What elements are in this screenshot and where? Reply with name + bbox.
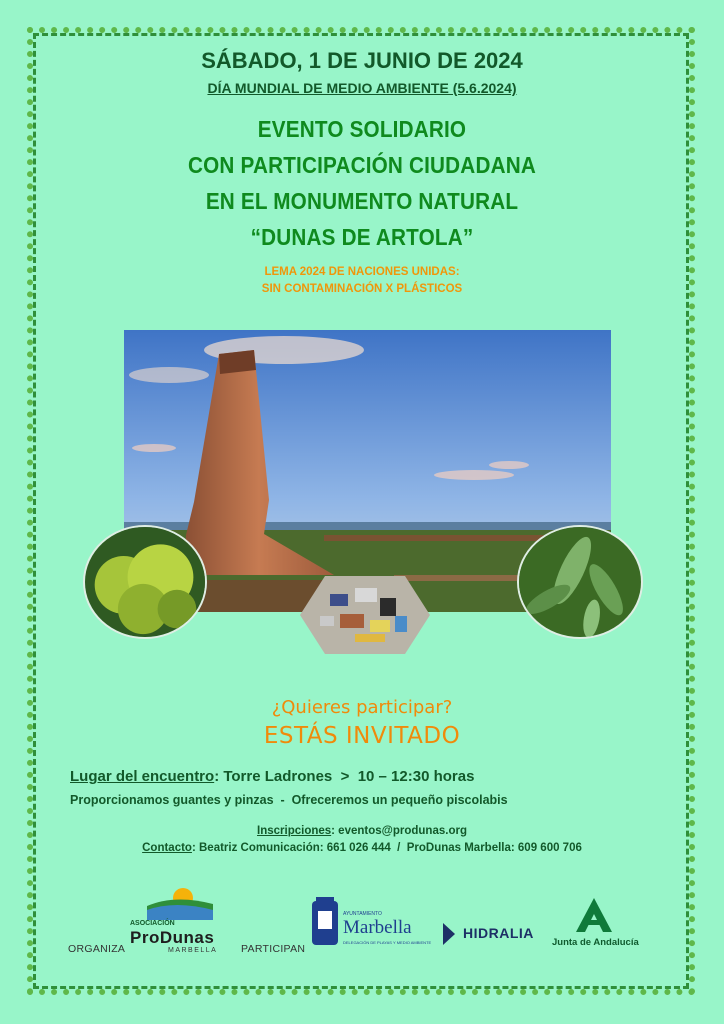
- invite-question: ¿Quieres participar?: [271, 697, 453, 718]
- sun-dune-icon: [145, 880, 215, 920]
- contact-label: Contacto: [142, 842, 192, 854]
- motto-line-1: LEMA 2024 DE NACIONES UNIDAS:: [264, 266, 460, 278]
- meeting-details: : Torre Ladrones > 10 – 12:30 horas: [214, 768, 475, 785]
- contact-line: [0, 842, 724, 854]
- marbella-logo: [310, 897, 435, 953]
- marbella-small-text: AYUNTAMIENTO: [343, 911, 382, 917]
- signup-line: [0, 825, 724, 837]
- leaves-circle-photo: [517, 525, 643, 639]
- contact-details: : Beatriz Comunicación: 661 026 444 / ProDunas Marbella: 609 600 706: [191, 842, 582, 854]
- title-line-2: CON PARTICIPACIÓN CIUDADANA: [188, 152, 536, 178]
- hidralia-logo: [443, 920, 543, 948]
- hidralia-mark-icon: [443, 923, 455, 945]
- produnas-subtitle: MARBELLA: [168, 947, 218, 954]
- provided-items: Proporcionamos guantes y pinzas - Ofreceremos un pequeño piscolabis: [70, 793, 508, 807]
- marbella-crest-icon: [310, 897, 340, 949]
- produnas-logo: [130, 880, 226, 956]
- junta-name: Junta de Andalucía: [552, 937, 639, 948]
- meeting-line: [70, 768, 474, 785]
- signup-label: Inscripciones: [257, 825, 332, 837]
- world-environment-day: DÍA MUNDIAL DE MEDIO AMBIENTE (5.6.2024): [207, 80, 517, 96]
- junta-a-icon: [576, 898, 612, 932]
- invite-answer: ESTÁS INVITADO: [263, 723, 461, 749]
- motto-line-2: SIN CONTAMINACIÓN X PLÁSTICOS: [261, 283, 463, 295]
- participan-label: PARTICIPAN: [241, 943, 306, 955]
- signup-email[interactable]: : eventos@produnas.org: [331, 825, 467, 837]
- organiza-label: ORGANIZA: [68, 943, 126, 955]
- marbella-name: Marbella: [343, 917, 412, 938]
- produnas-name: ProDunas: [130, 928, 215, 947]
- marbella-subtitle: DELEGACIÓN DE PLAYAS Y MEDIO AMBIENTE: [343, 940, 432, 945]
- title-line-4: “DUNAS DE ARTOLA”: [250, 224, 474, 250]
- title-line-1: EVENTO SOLIDARIO: [257, 116, 467, 142]
- title-line-3: EN EL MONUMENTO NATURAL: [205, 188, 519, 214]
- hidralia-name: HIDRALIA: [463, 925, 534, 941]
- plastic-waste-hexagon-photo: [300, 576, 430, 654]
- event-date: SÁBADO, 1 DE JUNIO DE 2024: [201, 48, 523, 73]
- junta-andalucia-logo: [550, 898, 645, 952]
- meeting-label: Lugar del encuentro: [70, 768, 215, 785]
- plant-circle-photo: [83, 525, 207, 639]
- produnas-small-text: ASOCIACIÓN: [130, 920, 175, 927]
